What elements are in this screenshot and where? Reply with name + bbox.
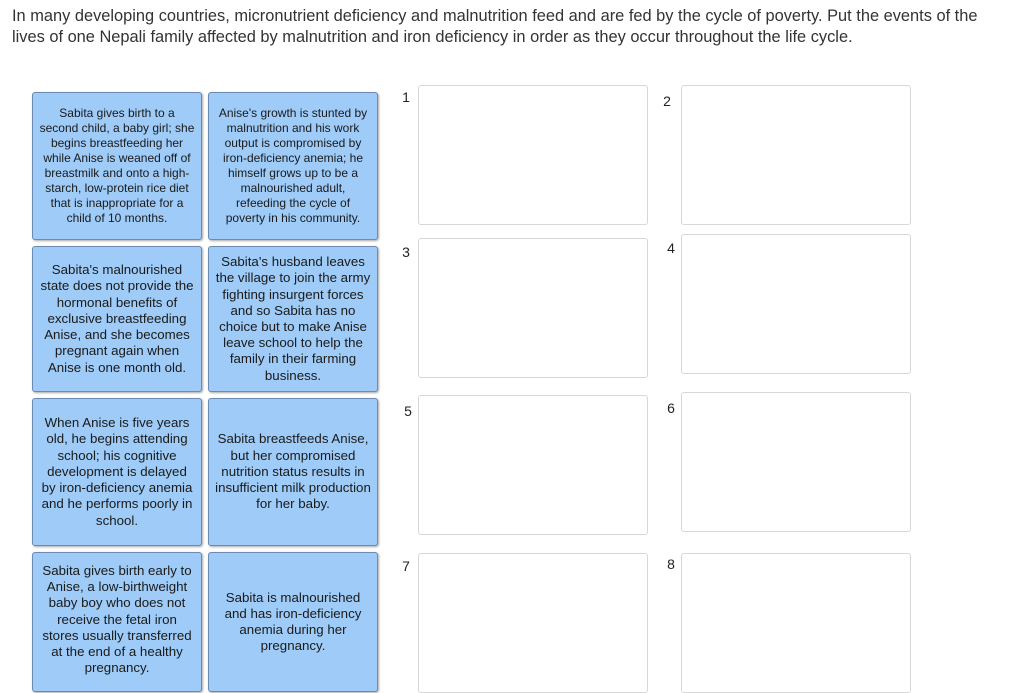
- drop-slot-5[interactable]: [418, 395, 648, 535]
- answer-card[interactable]: [32, 398, 202, 546]
- drop-slot-6[interactable]: [681, 392, 911, 532]
- slot-number: 6: [667, 400, 675, 416]
- answer-card[interactable]: [208, 246, 378, 392]
- slot-number: 7: [402, 558, 410, 574]
- answer-card-text: Sabita gives birth early to Anise, a low-birthweight baby boy who does not receive the fetal iron stores usually transferred at the end of a healthy pregnancy.: [42, 563, 192, 676]
- slot-number: 1: [402, 89, 410, 105]
- answer-card-text: Anise's growth is stunted by malnutrition and his work output is compromised by iron-deficiency anemia; he himself grows up to be a malnourished adult, refeeding the cycle of poverty in his community.: [218, 106, 368, 225]
- answer-card-text: When Anise is five years old, he begins attending school; his cognitive development is delayed by iron-deficiency anemia and he performs poorly in school.: [41, 415, 193, 528]
- drop-slot-2[interactable]: [681, 85, 911, 225]
- answer-card-text: Sabita's malnourished state does not provide the hormonal benefits of exclusive breastfeeding Anise, and she becomes pregnant again when Anise is one month old.: [40, 262, 194, 375]
- answer-card-text: Sabita is malnourished and has iron-deficiency anemia during her pregnancy.: [224, 589, 362, 654]
- slot-number: 4: [667, 240, 675, 256]
- answer-card-text: Sabita's husband leaves the village to join the army fighting insurgent forces and so Sabita has no choice but to make Anise leave school to help the family in their farming business.: [215, 254, 371, 383]
- drop-slot-7[interactable]: [418, 553, 648, 693]
- drop-slot-1[interactable]: [418, 85, 648, 225]
- drop-slot-3[interactable]: [418, 238, 648, 378]
- drop-slot-8[interactable]: [681, 553, 911, 693]
- slot-number: 3: [402, 244, 410, 260]
- answer-card-text: Sabita gives birth to a second child, a baby girl; she begins breastfeeding her while Anise is weaned off of breastmilk and onto a high-starch, low-protein rice diet that is inappropriate for a child of 10 months.: [39, 106, 195, 225]
- answer-card[interactable]: [32, 92, 202, 240]
- question-prompt: In many developing countries, micronutrient deficiency and malnutrition feed and are fed by the cycle of poverty. Put the events of the lives of one Nepali family affected by malnutrition and iron deficiency in order as they occur throughout the life cycle.: [12, 7, 978, 46]
- answer-card[interactable]: [32, 552, 202, 692]
- slot-number: 8: [667, 556, 675, 572]
- slot-number: 5: [404, 403, 412, 419]
- answer-card[interactable]: [208, 92, 378, 240]
- answer-card[interactable]: [208, 398, 378, 546]
- drop-slot-4[interactable]: [681, 234, 911, 374]
- slot-number: 2: [663, 93, 671, 109]
- answer-card[interactable]: [208, 552, 378, 692]
- answer-card-text: Sabita breastfeeds Anise, but her compromised nutrition status results in insufficient milk production for her baby.: [215, 431, 371, 512]
- answer-card[interactable]: [32, 246, 202, 392]
